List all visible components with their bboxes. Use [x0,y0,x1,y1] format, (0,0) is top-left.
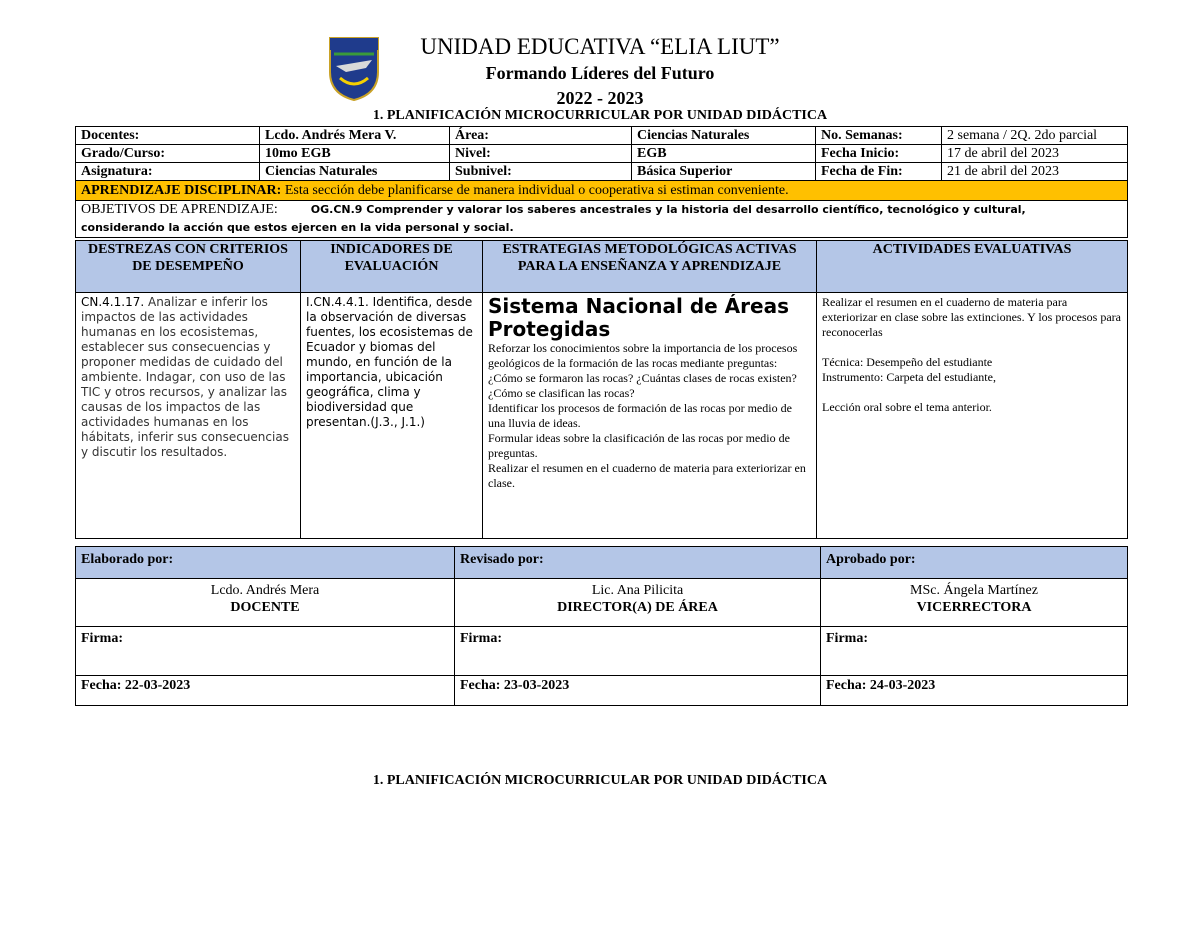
aprobado-role: VICERRECTORA [916,600,1032,615]
col-actividades: ACTIVIDADES EVALUATIVAS [817,241,1128,293]
actividad-3: Instrumento: Carpeta del estudiante, [822,370,996,384]
objetivos-text-1: OG.CN.9 Comprender y valorar los saberes ancestrales y la historia del desarrollo científico, tecnológico y cultural, [310,203,1026,216]
asignatura-label: Asignatura: [76,163,260,181]
actividad-2: Técnica: Desempeño del estudiante [822,355,993,369]
area-label: Área: [450,127,632,145]
info-row-3 [76,163,1128,181]
subnivel-value: Básica Superior [632,163,816,181]
fin-value: 21 de abril del 2023 [942,163,1128,181]
actividad-1: Realizar el resumen en el cuaderno de materia para exteriorizar en clase sobre las extinciones. Y los procesos para reconocerlas [822,295,1121,339]
revisado-name: Lic. Ana Pilicita [591,583,684,598]
destreza-cell [76,293,301,539]
planning-table [75,126,1128,238]
fecha-1: Fecha: 22-03-2023 [76,676,455,706]
subnivel-label: Subnivel: [450,163,632,181]
info-row-1 [76,127,1128,145]
objetivos-text-2: considerando la acción que estos ejercen en la vida personal y social. [81,221,514,234]
asignatura-value: Ciencias Naturales [260,163,450,181]
nivel-value: EGB [632,145,816,163]
indicador-cell: I.CN.4.4.1. Identifica, desde la observación de diversas fuentes, los ecosistemas de Ecuador y biomas del mundo, en función de la importancia, ubicación geográfica, clima y biodiversidad que presentan.(J.3., J.1.) [301,293,483,539]
firma-2: Firma: [455,627,821,676]
school-year: 2022 - 2023 [556,88,644,108]
estrategia-4: Realizar el resumen en el cuaderno de materia para exteriorizar en clase. [488,461,806,490]
grado-label: Grado/Curso: [76,145,260,163]
fecha-3: Fecha: 24-03-2023 [821,676,1128,706]
revisado-role: DIRECTOR(A) DE ÁREA [557,600,718,615]
estrategia-cell [483,293,817,539]
elaborado-name: Lcdo. Andrés Mera [210,583,320,598]
fin-label: Fecha de Fin: [816,163,942,181]
col-destrezas: DESTREZAS CON CRITERIOS DE DESEMPEÑO [76,241,301,293]
col-indicadores: INDICADORES DE EVALUACIÓN [301,241,483,293]
estrategia-3: Formular ideas sobre la clasificación de las rocas por medio de preguntas. [488,431,790,460]
elaborado-label: Elaborado por: [76,547,455,579]
footer-plan-title: 1. PLANIFICACIÓN MICROCURRICULAR POR UNIDAD DIDÁCTICA [372,773,828,788]
signature-headers [76,547,1128,579]
actividad-cell [817,293,1128,539]
destreza-code: CN.4.1.17. [81,295,145,309]
col-estrategias: ESTRATEGIAS METODOLÓGICAS ACTIVAS PARA LA ENSEÑANZA Y APRENDIZAJE [483,241,817,293]
objetivos-row [76,201,1128,238]
estrategia-1: Reforzar los conocimientos sobre la importancia de los procesos geológicos de la formación de las rocas mediante preguntas: ¿Cómo se formaron las rocas? ¿Cuántas clases de rocas existen? ¿Cómo se clasifican las rocas? [488,341,798,400]
inicio-value: 17 de abril del 2023 [942,145,1128,163]
firma-3: Firma: [821,627,1128,676]
school-motto: Formando Líderes del Futuro [485,63,715,83]
firma-row [76,627,1128,676]
content-table [75,240,1128,539]
nivel-label: Nivel: [450,145,632,163]
aprobado-label: Aprobado por: [821,547,1128,579]
area-value: Ciencias Naturales [632,127,816,145]
disciplinar-label: APRENDIZAJE DISCIPLINAR: [81,183,282,198]
content-row [76,293,1128,539]
fecha-row [76,676,1128,706]
aprobado-name: MSc. Ángela Martínez [910,583,1038,598]
estrategia-2: Identificar los procesos de formación de las rocas por medio de una lluvia de ideas. [488,401,792,430]
docentes-value: Lcdo. Andrés Mera V. [260,127,450,145]
estrategia-title: Sistema Nacional de Áreas Protegidas [488,294,789,341]
info-row-2 [76,145,1128,163]
elaborado-role: DOCENTE [230,600,300,615]
destreza-text: Analizar e inferir los impactos de las actividades humanas en los ecosistemas, establecer sus consecuencias y proponer medidas de cuidado del ambiente. Indagar, con uso de las TIC y otros recursos, y analizar las causas de los impactos de las actividades humanas en los hábitats, inferir sus consecuencias y discutir los resultados. [81,295,289,459]
disciplinar-row [76,181,1128,201]
semanas-label: No. Semanas: [816,127,942,145]
objetivos-label: OBJETIVOS DE APRENDIZAJE: [81,202,278,217]
disciplinar-text: Esta sección debe planificarse de manera individual o cooperativa si estiman conveniente. [284,183,789,198]
plan-title: 1. PLANIFICACIÓN MICROCURRICULAR POR UNIDAD DIDÁCTICA [372,108,828,123]
grado-value: 10mo EGB [260,145,450,163]
fecha-2: Fecha: 23-03-2023 [455,676,821,706]
revisado-label: Revisado por: [455,547,821,579]
signatures-table [75,546,1128,706]
semanas-value: 2 semana / 2Q. 2do parcial [942,127,1128,145]
actividad-4: Lección oral sobre el tema anterior. [822,400,992,414]
inicio-label: Fecha Inicio: [816,145,942,163]
school-name: UNIDAD EDUCATIVA “ELIA LIUT” [420,34,780,59]
column-headers [76,241,1128,293]
firma-1: Firma: [76,627,455,676]
docentes-label: Docentes: [76,127,260,145]
signature-names [76,579,1128,627]
